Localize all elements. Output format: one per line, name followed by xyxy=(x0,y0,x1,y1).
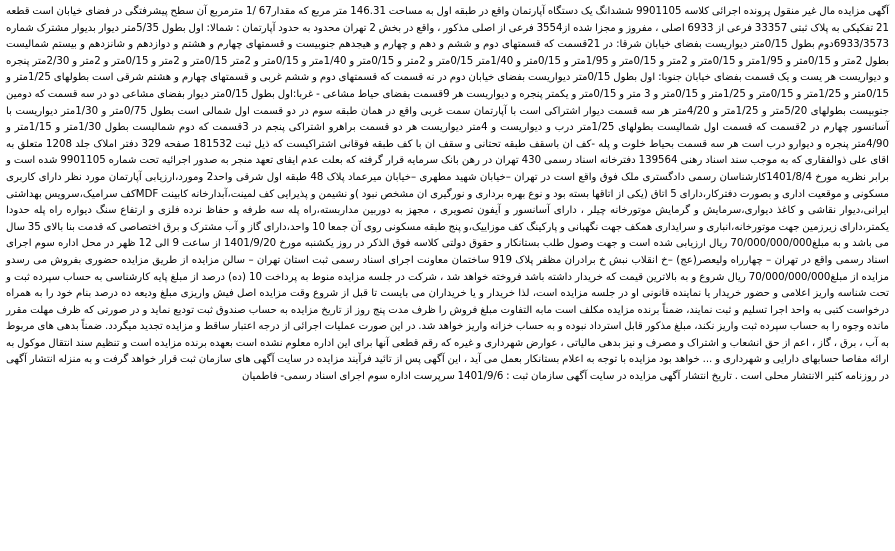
auction-notice-text: آگهی مزایده مال غیر منقول پرونده اجرائی کلاسه 9901105 ششدانگ یک دستگاه آپارتمان واقع در طبقه اول به مساحت 146.31 متر مربع که مقدار67 /1 مترمربع آن سطح پیشرفتگی در فضای خیابان است قطعه 21 تفکیکی به پلاک ثبتی 33357 فرعی از 6933 اصلی ، مفروز و مجزا شده از3554 فرعی از اصلی مذکور ، واقع در بخش 2 تهران محدود به حدود آپارتمان : شمالا: اول بطول 5/35متر دیوار بدیوار مشترک شماره 6933/3573دوم بطول 0/15متر دیواریست بفضای خیابان شرقا: در 21قسمت که قسمتهای دوم و ششم و دهم و چهارم و هیجدهم جنوبیست و قسمتهای چهارم و هشتم و دوازدهم و شانزدهم و بیستم شمالیست بطول 2متر و 0/15متر و 1/95متر و 0/15متر و 2متر و 0/15متر و 1/95متر و 0/15متر و 1/40متر 0/15متر و 2متر و 0/15متر و 1/40متر و 0/15متر و 2متر 0/15متر و 2متر و 0/15متر و 2متر و 2/30متر پنجره و دیواریست هر یست و یک قسمت بفضای خیابان جنوبا: اول بطول 0/15متر دیواریست بفضای خیابان دوم در نه قسمت که قسمتهای دوم و ششم غربی و قسمتهای چهارم و هشتم شرقی است بطولهای 1/25متر و 0/15متر و 1/25متر و 0/15متر و 1/25متر و 0/15متر و 3 متر و 0/15متر و یکمتر پنجره و دیواریست هر 9قسمت بفضای حیاط مشاعی - غربا:اول بطول 0/15متر دیوار بفضای مشاعی دو در سه قسمت که دومین جنوبیست بطولهای 5/20متر و 1/25متر و 4/20متر هر سه قسمت دیوار اشتراکی است با آپارتمان سمت غربی واقع در همان طبقه سوم در دو قسمت اول شمالی است بطول 0/75متر و 1/30متر دیواریست با آسانسور چهارم در 2قسمت که قسمت اول شمالیست بطولهای 1/25متر درب و دیواریست و 4متر دیواریست هر دو قسمت براهرو اشتراکی پنجم در 3قسمت که دوم شمالیست بطول 1/30متر و 1/15متر و 4/90متر پنجره و دیوارو درب است هر سه قسمت بحیاط خلوت و پله -کف ان باسقف طبقه تحتانی و سقف ان با کف طبقه فوقانی اشتراکیست که ذیل ثبت 181532 صفحه 329 دفتر املاک جلد 1208 متعلق به اقای علی ذوالفقاری که به موجب سند اسناد رهنی 139564 دفترخانه اسناد رسمی 430 تهران در رهن بانک سرمایه قرار گرفته که بعلت عدم ایفای تعهد منجر به صدور اجرائیه تحت شماره 9901105 شده است و برابر نظریه مورخ 1401/8/4کارشناسان رسمی دادگستری ملک فوق واقع است در تهران –خیابان شهید مطهری –خیابان میرعماد پلاک 48 طبقه اول شرقی واحد2 ومورد،ارزیابی آپارتمان مورد نظر دارای کاربری مسکونی و موقعیت اداری و بصورت دفترکار،دارای 5 اتاق (یکی از اتاقها بسته بود و نوع بهره برداری و نورگیری ان مشخص نبود )و نشیمن و پذیرایی کف لمینت،آبدارخانه کابینت MDFکف سرامیک،سرویس بهداشتی ایرانی،دیوار نقاشی و کاغذ دیواری،سرمایش و گرمایش موتورخانه چیلر ، دارای آسانسور و آیفون تصویری ، مجهز به دوربین مداربسته،راه پله سه طرفه و حفاظ نرده فلزی و ارتفاع سنگ دیواره راه پله حدودا یکمتر،دارای زیرزمین جهت موتورخانه،انباری و سرایداری همکف جهت نگهبانی و پارکینگ کف موزاییک،و پنج طبقه مسکونی روی آن جمعا 10 واحد،دارای گاز و آب مشترک و برق اختصاصی که قدمت بنا بالای 35 سال می باشد و به مبلغ70/000/000/000 ریال ارزیابی شده است و جهت وصول طلب بستانکار و حقوق دولتی کلاسه فوق الذکر در روز یکشنبه مورخ 1401/9/20 از ساعت 9 الی 12 ظهر در محل اداره سوم اجرای اسناد رسمی واقع در تهران – چهارراه ولیعصر(عج) –خ انقلاب نبش خ برادران مظفر پلاک 919 ساختمان معاونت اجرای اسناد رسمی ثبت استان تهران – سالن مزایده از طریق مزایده حضوری بفروش می رسدو مزایده از مبلغ70/000/000/000 ریال شروع و به بالاترین قیمت که خریدار داشته باشد فروخته خواهد شد ، شرکت در جلسه مزایده منوط به پرداخت 10 (ده) درصد از مبلغ پایه کارشناسی به حساب سپرده ثبت و تحت شناسه واریز اعلامی و حضور خریدار یا نماینده قانونی او در جلسه مزایده است، لذا خریدار و یا خریداران می بایست تا قبل از شروع وقت مزایده اصل فیش واریزی مبلغ ودیعه ده درصد بنام خود را به همراه درخواست کتبی به واحد اجرا تسلیم و ثبت نمایند، ضمناً برنده مزایده مکلف است مابه التفاوت مبلغ فروش را ظرف مدت پنج روز از تاریخ مزایده به حساب صندوق ثبت تودیع نماید و در صورتی که ظرف مهلت مقرر مانده وجوه را به حساب سپرده ثبت واریز نکند، مبلغ مذکور قابل استرداد نبوده و به حساب خزانه واریز خواهد شد. در این صورت عملیات اجرائی از درجه اعتبار ساقط و مزایده تجدید میگردد. ضمناً بدهی های مربوط به آب ، برق ، گاز ، اعم از حق انشعاب و اشتراک و مصرف و نیز بدهی مالیاتی ، عوارض شهرداری و غیره که رقم قطعی آنها برای این اداره معلوم نشده است بعهده برنده مزایده است و تنظیم سند انتقال موکول به ارائه مفاصا حسابهای دارایی و شهرداری و ... خواهد بود مزایده با توجه به اعلام بستانکار بعمل می آید ، این آگهی پس از تائید فرآیند مزایده در سایت آگهی های سازمان ثبت قرار خواهد گرفت و به منزله انتشار آگهی در روزنامه کثیر الانتشار محلی است . تاریخ انتشار آگهی مزایده در سایت آگهی سازمان ثبت : 1401/9/6 سرپرست اداره سوم اجرای اسناد رسمی- فاطمیان xyxy=(6,6,890,383)
